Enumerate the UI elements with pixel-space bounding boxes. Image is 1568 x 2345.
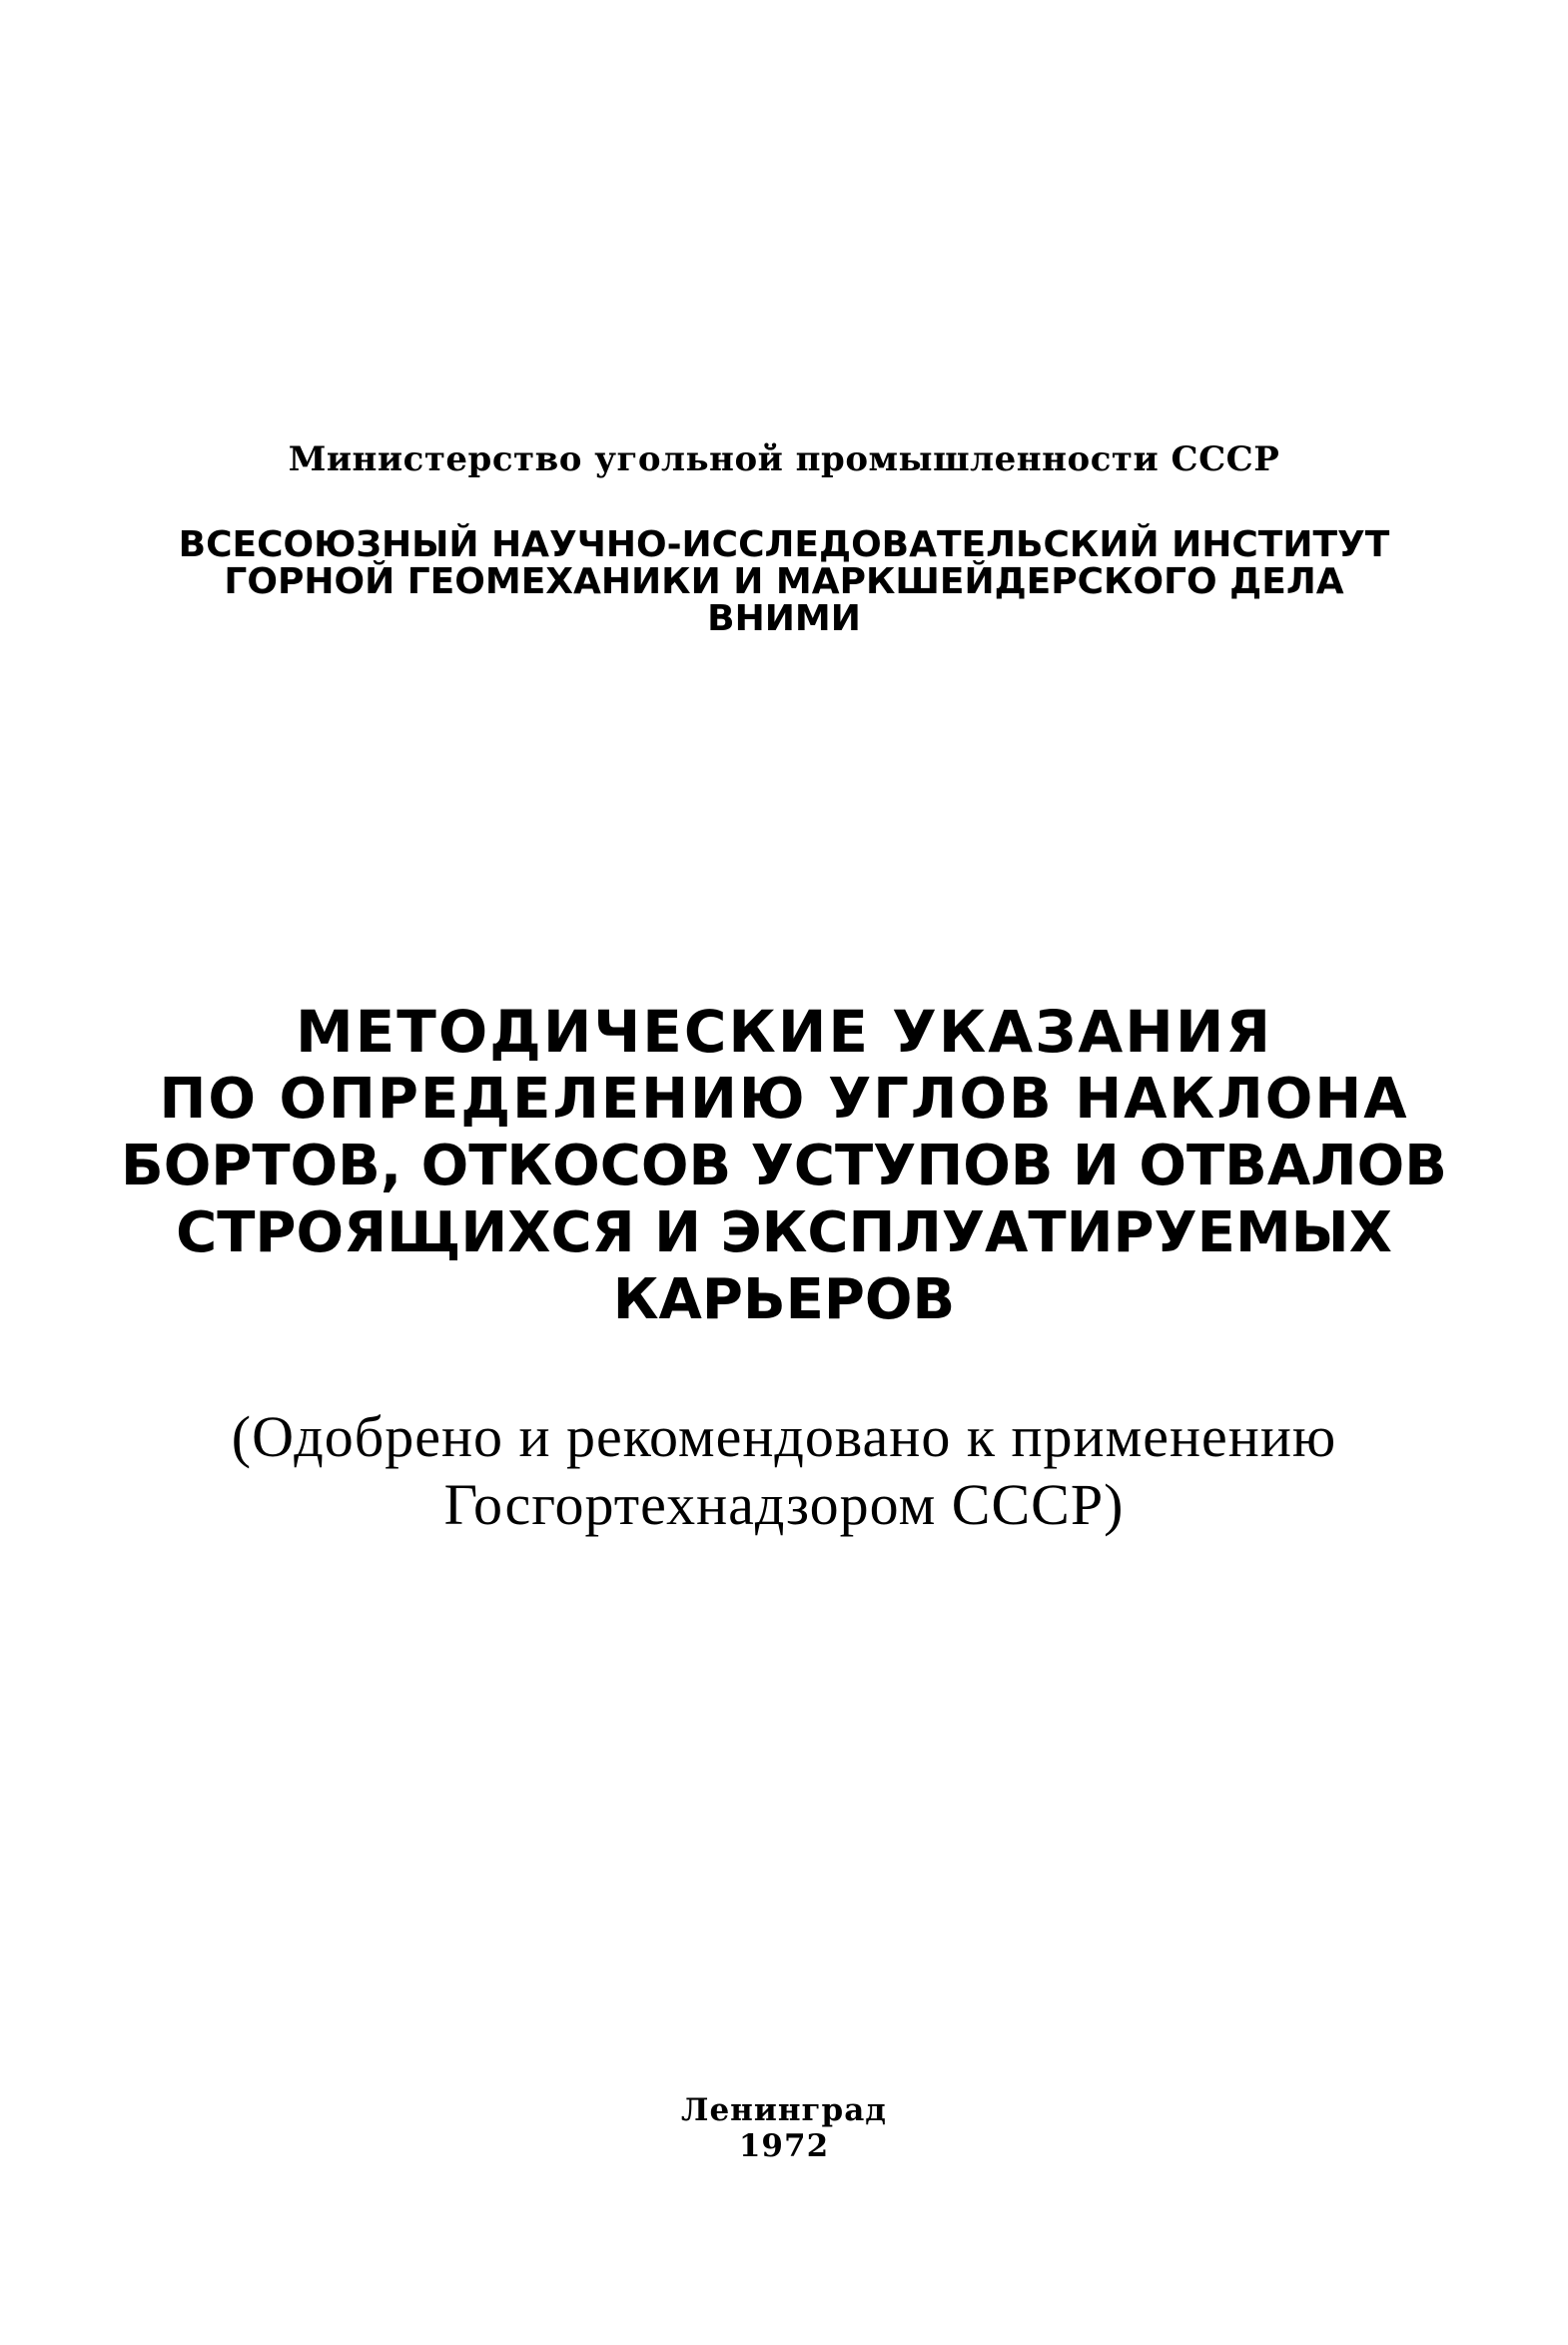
institute-line-1: ВСЕСОЮЗНЫЙ НАУЧНО-ИССЛЕДОВАТЕЛЬСКИЙ ИНСТИТУТ <box>178 524 1390 565</box>
approval-line-1: (Одобрено и рекомендовано к применению <box>231 1404 1337 1469</box>
institute-line-2: ГОРНОЙ ГЕОМЕХАНИКИ И МАРКШЕЙДЕРСКОГО ДЕЛА <box>224 561 1344 602</box>
imprint-year: 1972 <box>738 2128 830 2164</box>
document-title <box>0 999 1568 1333</box>
approval-line-2: Госгортехнадзором СССР) <box>443 1472 1125 1537</box>
imprint <box>0 2092 1568 2164</box>
title-line-3: БОРТОВ, ОТКОСОВ УСТУПОВ И ОТВАЛОВ <box>121 1134 1447 1198</box>
ministry-heading: Министерство угольной промышленности СССР <box>288 439 1280 479</box>
institute-heading <box>0 526 1568 637</box>
title-line-5: КАРЬЕРОВ <box>612 1267 956 1332</box>
institute-abbreviation: ВНИМИ <box>707 598 861 639</box>
approval-note <box>0 1403 1568 1539</box>
imprint-city: Ленинград <box>681 2092 887 2128</box>
title-line-2: ПО ОПРЕДЕЛЕНИЮ УГЛОВ НАКЛОНА <box>159 1067 1409 1132</box>
title-line-4: СТРОЯЩИХСЯ И ЭКСПЛУАТИРУЕМЫХ <box>176 1200 1392 1265</box>
title-line-1: МЕТОДИЧЕСКИЕ УКАЗАНИЯ <box>295 998 1273 1066</box>
